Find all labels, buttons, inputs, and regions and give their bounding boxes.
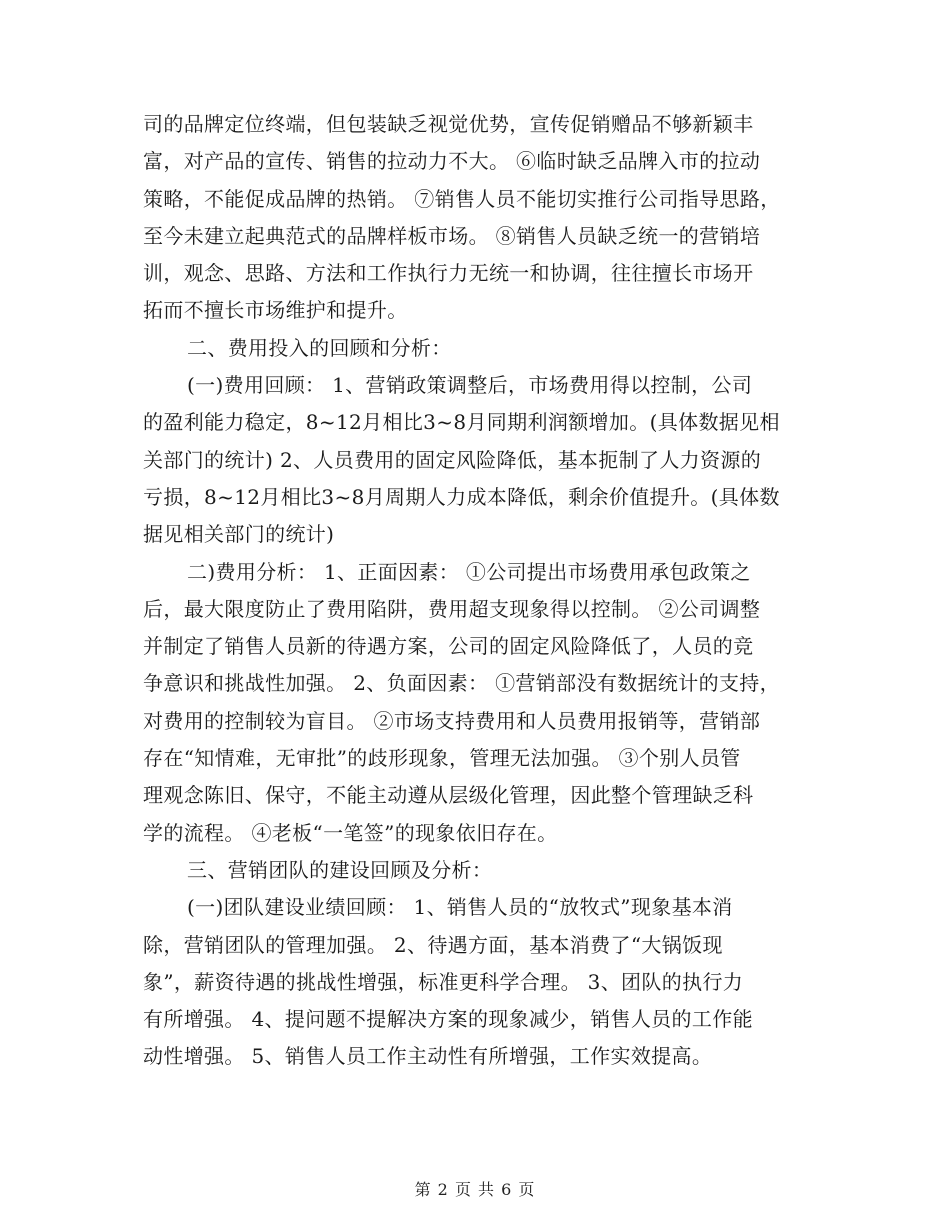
text-line: 争意识和挑战性加强。 2、负面因素： ①营销部没有数据统计的支持， (143, 671, 780, 696)
text-line: 后，最大限度防止了费用陷阱，费用超支现象得以控制。 ②公司调整 (143, 596, 761, 621)
text-line: 除，营销团队的管理加强。 2、待遇方面，基本消费了“大锅饭现 (143, 932, 723, 957)
text-line: 富，对产品的宣传、销售的拉动力不大。 ⑥临时缺乏品牌入市的拉动 (143, 149, 761, 174)
text-line: (一)费用回顾： 1、营销政策调整后，市场费用得以控制，公司 (187, 373, 753, 398)
text-line: 存在“知情难，无审批”的歧形现象，管理无法加强。 ③个别人员管 (143, 746, 741, 771)
text-line: 据见相关部门的统计) (143, 522, 335, 547)
page-number-footer: 第 2 页 共 6 页 (414, 1180, 536, 1199)
text-line: 司的品牌定位终端，但包装缺乏视觉优势，宣传促销赠品不够新颖丰 (143, 112, 754, 136)
text-line: 学的流程。 ④老板“一笔签”的现象依旧存在。 (143, 820, 558, 845)
text-line: 训，观念、思路、方法和工作执行力无统一和协调，往往擅长市场开 (143, 261, 754, 286)
text-line: 策略，不能促成品牌的热销。 ⑦销售人员不能切实推行公司指导思路， (143, 186, 781, 211)
text-line: 至今未建立起典范式的品牌样板市场。 ⑧销售人员缺乏统一的营销培 (143, 223, 761, 248)
text-line: 拓而不擅长市场维护和提升。 (143, 298, 408, 323)
text-line: 动性增强。 5、销售人员工作主动性有所增强，工作实效提高。 (143, 1044, 713, 1069)
text-line: 有所增强。 4、提问题不提解决方案的现象减少，销售人员的工作能 (143, 1007, 753, 1032)
text-line: 理观念陈旧、保守，不能主动遵从层级化管理，因此整个管理缺乏科 (143, 783, 754, 808)
section-heading: 二、费用投入的回顾和分析： (187, 335, 452, 360)
text-line: 亏损，8~12月相比3~8月周期人力成本降低，剩余价值提升。(具体数 (143, 484, 780, 509)
text-line: 关部门的统计) 2、人员费用的固定风险降低，基本扼制了人力资源的 (143, 447, 762, 472)
text-line: 二)费用分析： 1、正面因素： ①公司提出市场费用承包政策之 (187, 559, 751, 584)
text-line: (一)团队建设业绩回顾： 1、销售人员的“放牧式”现象基本消 (187, 895, 733, 920)
text-line: 并制定了销售人员新的待遇方案，公司的固定风险降低了，人员的竞 (143, 634, 754, 659)
text-line: 对费用的控制较为盲目。 ②市场支持费用和人员费用报销等，营销部 (143, 708, 761, 733)
body-text (143, 106, 823, 1076)
text-line: 象”，薪资待遇的挑战性增强，标准更科学合理。 3、团队的执行力 (143, 969, 744, 994)
section-heading: 三、营销团队的建设回顾及分析： (187, 857, 493, 882)
text-line: 的盈利能力稳定，8~12月相比3~8月同期利润额增加。(具体数据见相 (143, 410, 780, 435)
